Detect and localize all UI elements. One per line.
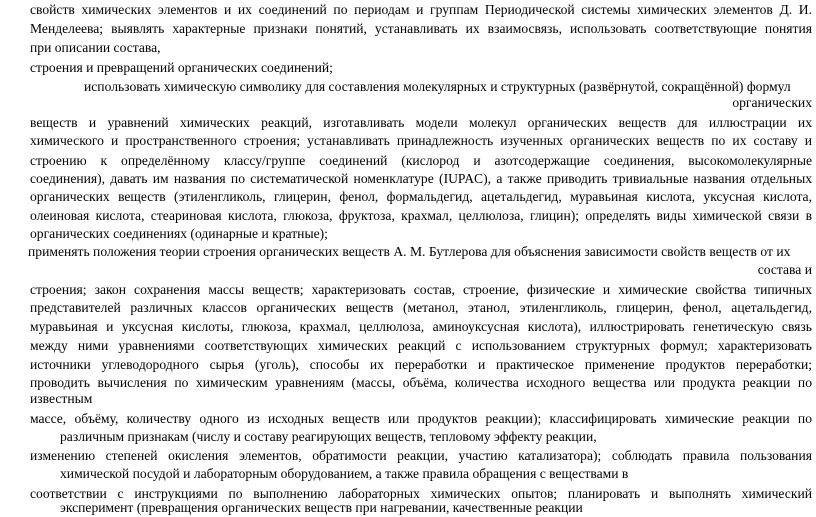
text-line: источники углеводородного сырья (уголь), способы их переработки и практическое применение продуктов переработки;: [30, 357, 812, 372]
text-line: олеиновая кислота, стеариновая кислота, глюкоза, фруктоза, крахмал, целлюлоза, глицин); определять виды химической связи в: [30, 208, 812, 223]
text-line: муравьиная и уксусная кислоты, глюкоза, крахмал, целлюлоза, аминоуксусная кислота), иллюстрировать генетическую связь: [30, 319, 812, 334]
text-line: органических: [732, 95, 812, 110]
text-line: проводить вычисления по химическим уравнениям (массы, объёма, количества исходного вещества или продукта реакции по: [30, 375, 812, 390]
text-line: строению к определённому классу/группе соединений (кислород и азотсодержащие соединения, высокомолекулярные: [30, 153, 812, 168]
text-line: органических соединениях (одинарные и кратные);: [30, 226, 328, 241]
text-line: различным признакам (числу и составу реагирующих веществ, тепловому эффекту реакции,: [60, 429, 597, 444]
text-line: между ними уравнениями соответствующих химических реакций с использованием структурных формул; характеризовать: [30, 338, 812, 353]
text-line: соответствии с инструкциями по выполнению лабораторных химических опытов; планировать и выполнять химический: [30, 486, 812, 501]
text-line: химического и пространственного строения; устанавливать принадлежность изученных органических веществ по их составу и: [30, 133, 812, 148]
text-line: известным: [30, 391, 93, 406]
text-line: соединения), давать им названия по систематической номенклатуре (IUPAC), а также приводить тривиальные названия отдельных: [30, 171, 812, 186]
text-line: свойств химических элементов и их соединений по периодам и группам Периодической системы химических элементов Д. И.: [30, 2, 812, 17]
text-line: использовать химическую символику для составления молекулярных и структурных (развёрнутой, сокращённой) формул: [84, 79, 791, 94]
text-line: Менделеева; выявлять характерные признаки понятий, устанавливать их взаимосвязь, использовать соответствующие понятия: [30, 21, 812, 36]
text-line: массе, объёму, количеству одного из исходных веществ или продуктов реакции); классифицировать химические реакции по: [30, 411, 812, 426]
text-line: состава и: [757, 262, 812, 277]
text-line: химической посудой и лабораторным оборудованием, а также правила обращения с веществами в: [60, 466, 629, 481]
text-line: эксперимент (превращения органических веществ при нагревании, качественные реакции: [60, 500, 583, 515]
text-line: веществ и уравнений химических реакций, изготавливать модели молекул органических веществ для иллюстрации их: [30, 115, 812, 130]
text-line: строения; закон сохранения массы веществ; характеризовать состав, строение, физические и химические свойства типичных: [30, 282, 812, 297]
text-line: строения и превращений органических соединений;: [30, 60, 333, 75]
text-line: при описании состава,: [30, 40, 161, 55]
text-line: изменению степеней окисления элементов, обратимости реакции, участию катализатора); соблюдать правила пользования: [30, 448, 812, 463]
text-line: органических веществ (этиленгликоль, глицерин, фенол, формальдегид, ацетальдегид, муравьиная кислота, уксусная кислота,: [30, 189, 812, 204]
text-line: представителей различных классов органических веществ (метанол, этанол, этиленгликоль, глицерин, фенол, ацетальдегид,: [30, 300, 812, 315]
text-line: применять положения теории строения органических веществ А. М. Бутлерова для объяснения зависимости свойств веществ от их: [28, 244, 791, 259]
